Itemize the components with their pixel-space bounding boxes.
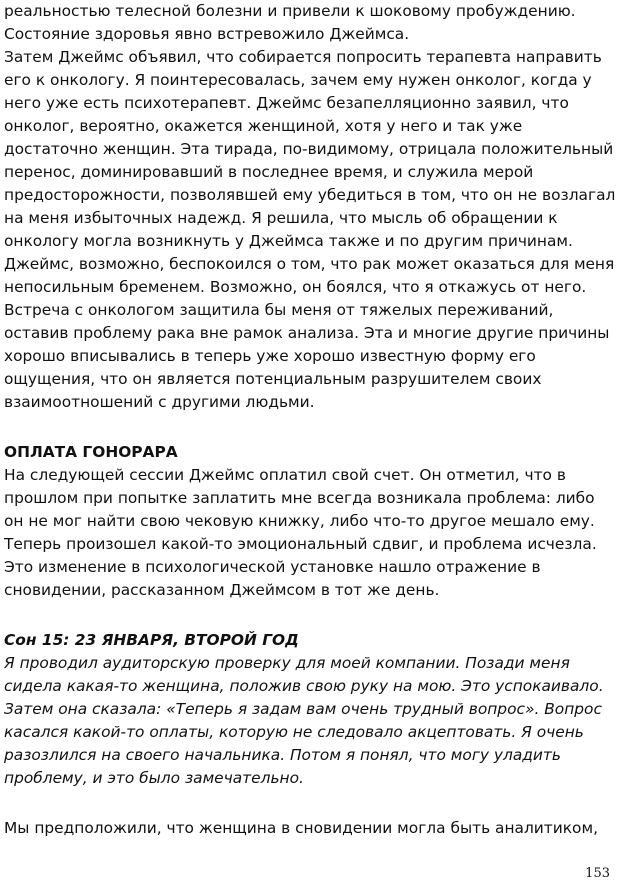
- text-line: На следующей сессии Джеймс оплатил свой счет. Он отметил, что в: [4, 466, 566, 484]
- text-line: перенос, доминировавший в последнее время, и служила мерой: [4, 163, 534, 181]
- text-line: на меня избыточных надежд. Я решила, что мысль об обращении к: [4, 209, 558, 227]
- text-line: реальностью телесной болезни и привели к шоковому пробуждению.: [4, 2, 576, 20]
- text-line: предосторожности, позволявшей ему убедиться в том, что он не возлагал: [4, 186, 616, 204]
- text-line: Мы предположили, что женщина в сновидении могла быть аналитиком,: [4, 819, 598, 837]
- section-heading: ОПЛАТА ГОНОРАРА: [4, 443, 178, 461]
- text-line: сновидении, рассказанном Джеймсом в тот же день.: [4, 581, 440, 599]
- text-line: взаимоотношений с другими людьми.: [4, 393, 315, 411]
- text-line: онкологу могла возникнуть у Джеймса также и по другим причинам.: [4, 232, 573, 250]
- text-line: Джеймс, возможно, беспокоился о том, что рак может оказаться для меня: [4, 255, 615, 273]
- dream-text-line: касался какой-то оплаты, которую не следовало акцептовать. Я очень: [4, 723, 584, 741]
- text-line: него уже есть психотерапевт. Джеймс безапелляционно заявил, что: [4, 94, 569, 112]
- text-line: хорошо вписывались в теперь уже хорошо известную форму его: [4, 347, 536, 365]
- dream-text-line: проблему, и это было замечательно.: [4, 769, 304, 787]
- text-line: Это изменение в психологической установке нашло отражение в: [4, 558, 541, 576]
- text-line: непосильным бременем. Возможно, он боялся, что я откажусь от него.: [4, 278, 587, 296]
- text-line: Затем Джеймс объявил, что собирается попросить терапевта направить: [4, 48, 602, 66]
- dream-text-line: разозлился на своего начальника. Потом я понял, что могу уладить: [4, 746, 561, 764]
- text-line: прошлом при попытке заплатить мне всегда возникала проблема: либо: [4, 489, 595, 507]
- text-line: Теперь произошел какой-то эмоциональный сдвиг, и проблема исчезла.: [4, 535, 597, 553]
- text-line: достаточно женщин. Эта тирада, по-видимому, отрицала положительный: [4, 140, 614, 158]
- text-line: Состояние здоровья явно встревожило Джеймса.: [4, 25, 410, 43]
- dream-text-line: Я проводил аудиторскую проверку для моей компании. Позади меня: [4, 654, 570, 672]
- text-line: онколог, вероятно, окажется женщиной, хотя у него и так уже: [4, 117, 523, 135]
- dream-text-line: сидела какая-то женщина, положив свою руку на мою. Это успокаивало.: [4, 677, 604, 695]
- dream-heading: Сон 15: 23 ЯНВАРЯ, ВТОРОЙ ГОД: [4, 631, 299, 649]
- text-line: оставив проблему рака вне рамок анализа. Эта и многие другие причины: [4, 324, 610, 342]
- text-line: он не мог найти свою чековую книжку, либо что-то другое мешало ему.: [4, 512, 595, 530]
- text-line: ощущения, что он является потенциальным разрушителем своих: [4, 370, 542, 388]
- text-line: Встреча с онкологом защитила бы меня от тяжелых переживаний,: [4, 301, 554, 319]
- text-line: его к онкологу. Я поинтересовалась, зачем ему нужен онколог, когда у: [4, 71, 592, 89]
- page-number: 153: [585, 866, 610, 881]
- dream-text-line: Затем она сказала: «Теперь я задам вам очень трудный вопрос». Вопрос: [4, 700, 602, 718]
